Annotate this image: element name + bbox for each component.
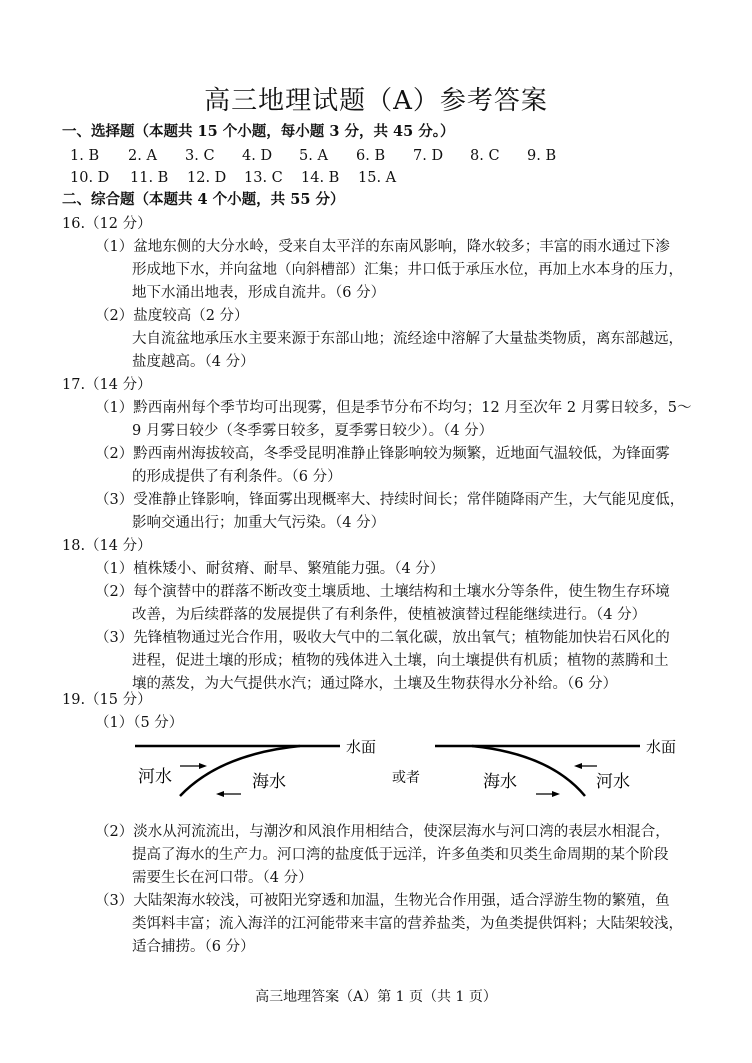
q16-heading: 16.（12 分） <box>62 216 152 232</box>
q19-p3-line2: 类饵料丰富；流入海洋的江河能带来丰富的营养盐类，为鱼类提供饵料；大陆架较浅， <box>132 916 683 932</box>
q17-p3-line1: （3）受准静止锋影响，锋面雾出现概率大、持续时间长；常伴随降雨产生，大气能见度低， <box>95 492 685 508</box>
q18-p2-line2: 改善，为后续群落的发展提供了有利条件，使植被演替过程能继续进行。（4 分） <box>132 607 647 623</box>
q19-p3-line3: 适合捕捞。（6 分） <box>132 939 255 955</box>
answers-row-1 <box>70 146 567 166</box>
q18-p1-line1: （1）植株矮小、耐贫瘠、耐旱、繁殖能力强。（4 分） <box>95 561 445 577</box>
q17-p2-line2: 的形成提供了有利条件。（6 分） <box>132 469 342 485</box>
answer-item: 2. A <box>128 148 157 164</box>
q19-p1-label: （1）（5 分） <box>95 715 184 731</box>
answer-item: 7. D <box>413 148 444 164</box>
q16-p2-line3: 盐度越高。（4 分） <box>132 354 255 370</box>
answer-item: 14. B <box>301 170 340 186</box>
estuary-diagram <box>0 732 752 802</box>
left-sea-label: 海水 <box>252 772 286 792</box>
answer-item: 9. B <box>527 148 557 164</box>
right-river-label: 河水 <box>596 772 630 792</box>
q18-heading: 18.（14 分） <box>62 538 152 554</box>
right-sea-label: 海水 <box>483 772 517 792</box>
q18-p2-line1: （2）每个演替中的群落不断改变土壤质地、土壤结构和土壤水分等条件，使生物生存环境 <box>95 584 670 600</box>
q19-p3-line1: （3）大陆架海水较浅，可被阳光穿透和加温，生物光合作用强，适合浮游生物的繁殖，鱼 <box>95 893 670 909</box>
or-label: 或者 <box>392 770 420 786</box>
answer-item: 4. D <box>242 148 273 164</box>
q19-p2-line1: （2）淡水从河流流出，与潮汐和风浪作用相结合，使深层海水与河口湾的表层水相混合， <box>95 824 670 840</box>
answer-item: 8. C <box>470 148 500 164</box>
q16-p1-line2: 形成地下水，并向盆地（向斜槽部）汇集；井口低于承压水位，再加上水本身的压力， <box>132 262 683 278</box>
q18-p3-line3: 壤的蒸发，为大气提供水汽；通过降水，土壤及生物获得水分补给。（6 分） <box>132 676 618 692</box>
section1-heading: 一、选择题（本题共 15 个小题，每小题 3 分，共 45 分。） <box>62 123 455 140</box>
left-river-arrow <box>180 763 207 769</box>
answer-item: 11. B <box>130 170 169 186</box>
q16-p2-line1: （2）盐度较高（2 分） <box>95 308 249 324</box>
q19-p2-line2: 提高了海水的生产力。河口湾的盐度低于远洋，许多鱼类和贝类生命周期的某个阶段 <box>132 847 669 863</box>
left-sea-arrow <box>216 791 241 797</box>
answer-item: 12. D <box>187 170 227 186</box>
answer-item: 10. D <box>70 170 110 186</box>
page-footer: 高三地理答案（A）第 1 页（共 1 页） <box>255 989 497 1005</box>
answer-item: 1. B <box>70 148 100 164</box>
answer-item: 13. C <box>244 170 283 186</box>
answer-item: 6. B <box>356 148 386 164</box>
q17-p1-line1: （1）黔西南州每个季节均可出现雾，但是季节分布不均匀；12 月至次年 2 月雾日较多，5～ <box>95 400 692 416</box>
q16-p1-line3: 地下水涌出地表，形成自流井。（6 分） <box>132 285 386 301</box>
q19-p2-line3: 需要生长在河口带。（4 分） <box>132 870 313 886</box>
q17-p2-line1: （2）黔西南州海拔较高，冬季受昆明准静止锋影响较为频繁，近地面气温较低，为锋面雾 <box>95 446 670 462</box>
answers-row-2 <box>70 168 408 188</box>
q19-heading: 19.（15 分） <box>62 692 152 708</box>
section2-heading: 二、综合题（本题共 4 个小题，共 55 分） <box>62 191 345 208</box>
answer-item: 5. A <box>299 148 328 164</box>
q16-p2-line2: 大自流盆地承压水主要来源于东部山地；流经途中溶解了大量盐类物质，离东部越远， <box>132 331 683 347</box>
right-water-surface-label: 水面 <box>646 738 677 756</box>
q17-p1-line2: 9 月雾日较少（冬季雾日较多，夏季雾日较少）。（4 分） <box>132 423 494 439</box>
right-sea-arrow <box>536 791 560 797</box>
page-title: 高三地理试题（A）参考答案 <box>204 86 548 116</box>
q16-p1-line1: （1）盆地东侧的大分水岭，受来自太平洋的东南风影响，降水较多；丰富的雨水通过下渗 <box>95 239 670 255</box>
answer-item: 3. C <box>185 148 215 164</box>
q17-p3-line2: 影响交通出行；加重大气污染。（4 分） <box>132 515 386 531</box>
q18-p3-line1: （3）先锋植物通过光合作用，吸收大气中的二氧化碳，放出氧气；植物能加快岩石风化的 <box>95 630 670 646</box>
answer-item: 15. A <box>358 170 397 186</box>
q17-heading: 17.（14 分） <box>62 377 152 393</box>
q18-p3-line2: 进程，促进土壤的形成；植物的残体进入土壤，向土壤提供有机质；植物的蒸腾和土 <box>132 653 669 669</box>
left-water-surface-label: 水面 <box>346 738 377 756</box>
right-river-arrow <box>574 763 597 769</box>
left-river-label: 河水 <box>138 767 172 787</box>
